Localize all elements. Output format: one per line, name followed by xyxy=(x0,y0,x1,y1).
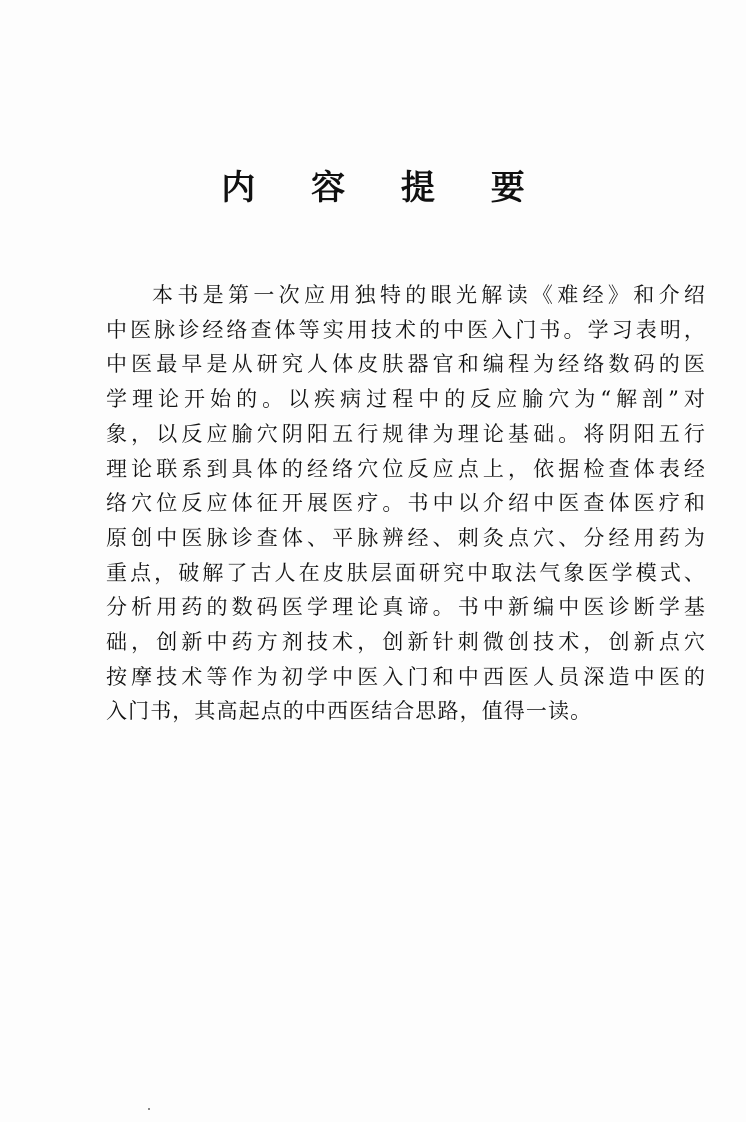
paragraph-line: 分析用药的数码医学理论真谛。书中新编中医诊断学基 xyxy=(106,595,706,620)
scan-speck xyxy=(148,1108,150,1110)
paragraph-line: 象，以反应腧穴阴阳五行规律为理论基础。将阴阳五行 xyxy=(106,421,706,446)
paragraph-line: 学理论开始的。以疾病过程中的反应腧穴为“解剖”对 xyxy=(106,387,706,412)
paragraph-line: 络穴位反应体征开展医疗。书中以介绍中医查体医疗和 xyxy=(106,491,706,516)
paragraph-line: 本书是第一次应用独特的眼光解读《难经》和介绍 xyxy=(152,283,706,307)
paragraph-line: 础，创新中药方剂技术，创新针刺微创技术，创新点穴 xyxy=(106,630,706,655)
paragraph-line: 入门书，其高起点的中西医结合思路，值得一读。 xyxy=(106,699,593,724)
page-title: 内 容 提 要 xyxy=(221,168,547,208)
paragraph-line: 中医脉诊经络查体等实用技术的中医入门书。学习表明， xyxy=(106,317,706,342)
summary-paragraph xyxy=(106,278,706,729)
paragraph-line: 中医最早是从研究人体皮肤器官和编程为经络数码的医 xyxy=(106,352,706,377)
paragraph-line: 原创中医脉诊查体、平脉辨经、刺灸点穴、分经用药为 xyxy=(106,525,706,550)
paragraph-line: 重点，破解了古人在皮肤层面研究中取法气象医学模式、 xyxy=(106,560,706,585)
paragraph-line: 按摩技术等作为初学中医入门和中西医人员深造中医的 xyxy=(106,664,706,689)
paragraph-line: 理论联系到具体的经络穴位反应点上，依据检查体表经 xyxy=(106,456,706,481)
